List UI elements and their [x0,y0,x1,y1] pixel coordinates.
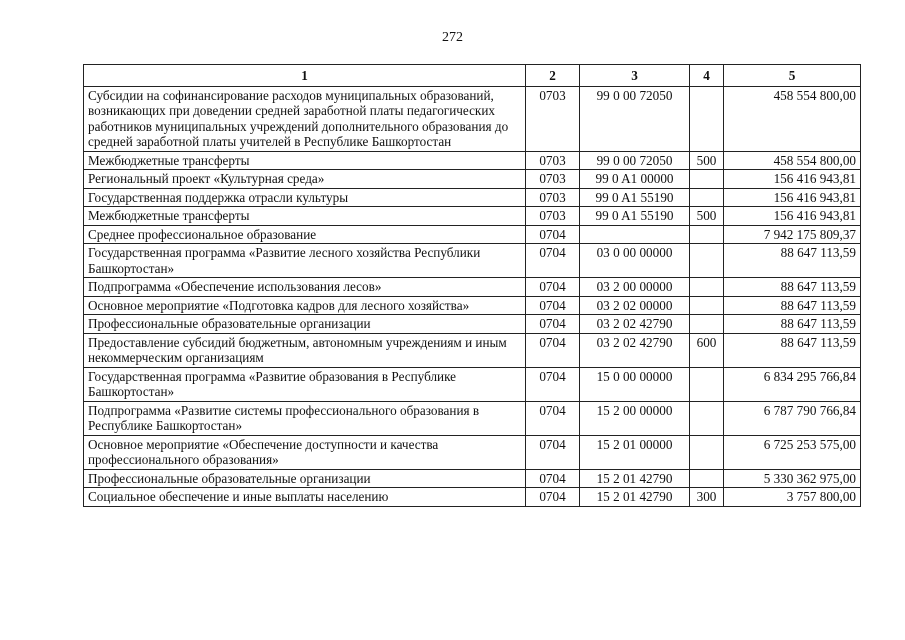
row-code-cell: 15 2 01 00000 [580,435,690,469]
row-name-cell: Государственная поддержка отрасли культуры [84,188,526,207]
table-row [84,469,861,488]
row-name-cell: Профессиональные образовательные организации [84,315,526,334]
row-section-cell: 0704 [526,488,580,507]
table-row [84,170,861,189]
row-type-cell [690,86,724,151]
column-header-name: 1 [84,65,526,87]
row-type-cell [690,469,724,488]
row-sum-cell: 6 787 790 766,84 [724,401,861,435]
row-section-cell: 0703 [526,86,580,151]
row-name-cell: Подпрограмма «Обеспечение использования лесов» [84,278,526,297]
row-type-cell [690,435,724,469]
row-name-cell: Государственная программа «Развитие лесного хозяйства Республики Башкортостан» [84,244,526,278]
column-header-sum: 5 [724,65,861,87]
row-type-cell [690,170,724,189]
row-sum-cell: 6 725 253 575,00 [724,435,861,469]
table-row [84,278,861,297]
row-sum-cell: 458 554 800,00 [724,86,861,151]
row-section-cell: 0703 [526,170,580,189]
row-code-cell: 15 0 00 00000 [580,367,690,401]
row-type-cell [690,225,724,244]
row-section-cell: 0704 [526,435,580,469]
row-code-cell: 99 0 A1 55190 [580,188,690,207]
row-code-cell [580,225,690,244]
row-type-cell: 500 [690,151,724,170]
table-row [84,401,861,435]
row-code-cell: 99 0 A1 00000 [580,170,690,189]
row-type-cell [690,401,724,435]
row-code-cell: 99 0 00 72050 [580,86,690,151]
row-section-cell: 0703 [526,207,580,226]
table-row [84,207,861,226]
table-row [84,188,861,207]
row-name-cell: Среднее профессиональное образование [84,225,526,244]
row-sum-cell: 88 647 113,59 [724,296,861,315]
row-code-cell: 03 2 02 42790 [580,333,690,367]
row-type-cell: 600 [690,333,724,367]
table-row [84,435,861,469]
row-sum-cell: 458 554 800,00 [724,151,861,170]
row-name-cell: Предоставление субсидий бюджетным, автономным учреждениям и иным некоммерческим организациям [84,333,526,367]
row-name-cell: Подпрограмма «Развитие системы профессионального образования в Республике Башкортостан» [84,401,526,435]
row-sum-cell: 156 416 943,81 [724,188,861,207]
row-code-cell: 03 2 02 42790 [580,315,690,334]
row-sum-cell: 88 647 113,59 [724,244,861,278]
row-section-cell: 0704 [526,333,580,367]
table-body [84,86,861,506]
row-sum-cell: 88 647 113,59 [724,333,861,367]
table-row [84,333,861,367]
table-row [84,86,861,151]
row-name-cell: Профессиональные образовательные организации [84,469,526,488]
row-name-cell: Субсидии на софинансирование расходов муниципальных образований, возникающих при доведении средней заработной платы педагогических работников муниципальных учреждений дополнительного образования до средней заработной платы учителей в Республике Башкортостан [84,86,526,151]
row-section-cell: 0704 [526,225,580,244]
table-row [84,315,861,334]
row-code-cell: 15 2 01 42790 [580,488,690,507]
row-code-cell: 15 2 01 42790 [580,469,690,488]
row-type-cell [690,188,724,207]
column-header-section: 2 [526,65,580,87]
row-type-cell [690,244,724,278]
row-type-cell: 500 [690,207,724,226]
row-sum-cell: 156 416 943,81 [724,207,861,226]
row-section-cell: 0704 [526,278,580,297]
row-code-cell: 03 0 00 00000 [580,244,690,278]
row-code-cell: 03 2 02 00000 [580,296,690,315]
row-section-cell: 0704 [526,469,580,488]
row-name-cell: Государственная программа «Развитие образования в Республике Башкортостан» [84,367,526,401]
column-header-type: 4 [690,65,724,87]
row-section-cell: 0704 [526,296,580,315]
row-type-cell [690,367,724,401]
budget-table [83,64,861,507]
row-section-cell: 0704 [526,315,580,334]
table-row [84,488,861,507]
row-type-cell: 300 [690,488,724,507]
row-name-cell: Межбюджетные трансферты [84,207,526,226]
row-name-cell: Социальное обеспечение и иные выплаты населению [84,488,526,507]
column-header-code: 3 [580,65,690,87]
row-name-cell: Межбюджетные трансферты [84,151,526,170]
row-sum-cell: 88 647 113,59 [724,315,861,334]
row-section-cell: 0704 [526,401,580,435]
row-sum-cell: 3 757 800,00 [724,488,861,507]
row-sum-cell: 6 834 295 766,84 [724,367,861,401]
table-row [84,244,861,278]
page-number: 272 [442,30,463,45]
row-section-cell: 0704 [526,244,580,278]
row-sum-cell: 5 330 362 975,00 [724,469,861,488]
table-row [84,225,861,244]
row-code-cell: 03 2 00 00000 [580,278,690,297]
table-row [84,367,861,401]
row-type-cell [690,278,724,297]
row-code-cell: 15 2 00 00000 [580,401,690,435]
row-type-cell [690,296,724,315]
row-code-cell: 99 0 00 72050 [580,151,690,170]
table-row [84,296,861,315]
row-section-cell: 0703 [526,188,580,207]
row-type-cell [690,315,724,334]
row-section-cell: 0703 [526,151,580,170]
row-name-cell: Основное мероприятие «Подготовка кадров для лесного хозяйства» [84,296,526,315]
row-name-cell: Региональный проект «Культурная среда» [84,170,526,189]
row-name-cell: Основное мероприятие «Обеспечение доступности и качества профессионального образования» [84,435,526,469]
table-row [84,151,861,170]
row-sum-cell: 7 942 175 809,37 [724,225,861,244]
row-code-cell: 99 0 A1 55190 [580,207,690,226]
row-sum-cell: 88 647 113,59 [724,278,861,297]
row-section-cell: 0704 [526,367,580,401]
table-header-row [84,65,861,87]
row-sum-cell: 156 416 943,81 [724,170,861,189]
